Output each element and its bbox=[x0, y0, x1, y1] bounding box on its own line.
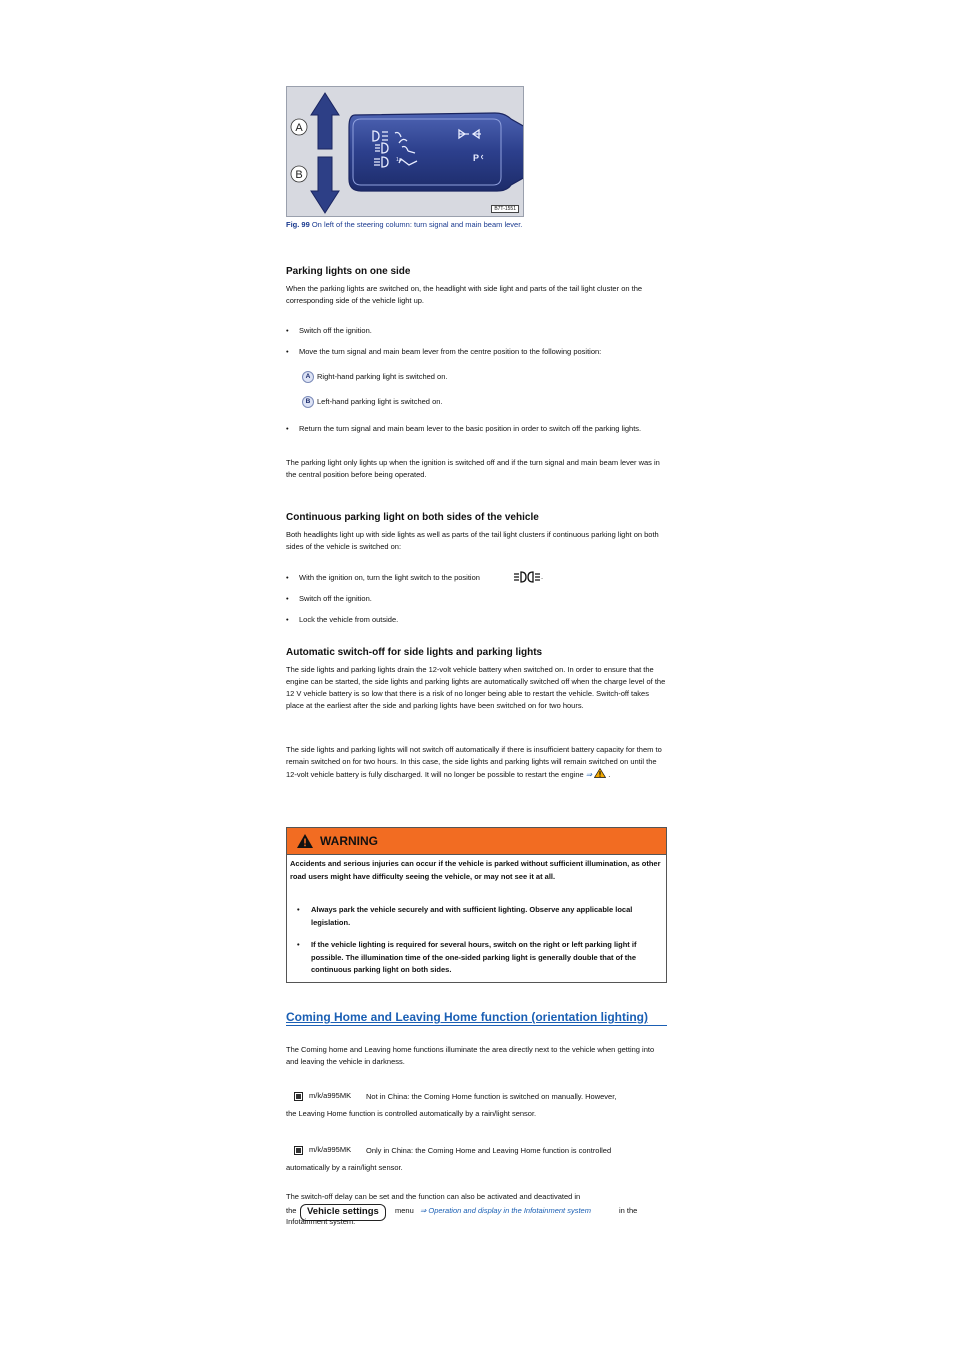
turn-signal-lever-illustration bbox=[287, 87, 524, 217]
svg-text:P: P bbox=[473, 153, 480, 163]
infotainment-link[interactable]: ⇒ Operation and display in the Infotainment system bbox=[420, 1206, 591, 1215]
option-badge-a: A bbox=[302, 371, 314, 383]
section-title-coming-home[interactable]: Coming Home and Leaving Home function (orientation lighting) bbox=[286, 1010, 667, 1026]
option-a-text: Right-hand parking light is switched on. bbox=[317, 372, 448, 381]
in-the-word: in the bbox=[619, 1206, 638, 1215]
section-title-continuous-parking: Continuous parking light on both sides of the vehicle bbox=[286, 512, 539, 523]
section3-para2: The side lights and parking lights will not switch off automatically if there is insufficient battery capacity for them to remain switched on for two hours. In this case, the side lights and parking lights will remain switched on until the 12-volt vehicle battery is fully discharged. It will no longer be possible to restart the engine ⇒ . bbox=[286, 745, 662, 779]
variant-code: m/k/a995MK bbox=[309, 1145, 352, 1154]
section-title-parking-one-side: Parking lights on one side bbox=[286, 266, 411, 277]
section3-para1: The side lights and parking lights drain the 12-volt vehicle battery when switched on. In order to ensure that the engine can be started, the side lights and parking lights are automatically switched off when the charge level of the 12 V vehicle battery is so low that there is a risk of no longer being able to restart the vehicle. Switch-off takes place at the earliest after the side and parking lights have been switched on for two hours. bbox=[286, 665, 666, 710]
figure-caption-number: Fig. 99 bbox=[286, 220, 310, 229]
variant-text: Not in China: the Coming Home function is switched on manually. However, bbox=[366, 1092, 617, 1101]
section4-intro: The Coming home and Leaving home functions illuminate the area directly next to the vehicle when getting into and leaving the vehicle in darkness. bbox=[286, 1045, 655, 1066]
variant-text: Only in China: the Coming Home and Leaving Home function is controlled bbox=[366, 1146, 612, 1155]
warning-reference-link[interactable]: ⇒ bbox=[585, 770, 593, 779]
warning-triangle-icon bbox=[594, 768, 606, 778]
menu-word: menu bbox=[395, 1206, 414, 1215]
warning-body: Accidents and serious injuries can occur if the vehicle is parked without sufficient illumination, as other road users might have difficulty seeing the vehicle, or may not see it at all. bbox=[290, 859, 661, 881]
option-badge-b: B bbox=[302, 396, 314, 408]
section4-para-end: Infotainment system: bbox=[286, 1217, 356, 1226]
parking-light-symbol-icon bbox=[513, 570, 541, 584]
the-word: the bbox=[286, 1206, 297, 1215]
figure-caption bbox=[286, 220, 522, 229]
option-b-text: Left-hand parking light is switched on. bbox=[317, 397, 443, 406]
warning-box: WARNING Accidents and serious injuries can occur if the vehicle is parked without sufficient illumination, as other road users might have difficulty seeing the vehicle, or may not see it at all. • Always park the vehicle securely and with sufficient lighting. Observe any applicable local legislation. • If the vehicle lighting is required for several hours, switch on the right or left parking light if possible. The illumination time of the one-sided parking light is generally double that of the continuous parking light on both sides. bbox=[286, 827, 667, 983]
figure-label-a: A bbox=[295, 122, 303, 134]
section4-para: The switch-off delay can be set and the function can also be activated and deactivated in bbox=[286, 1192, 581, 1201]
section2-intro: Both headlights light up with side lights as well as parts of the tail light clusters if continuous parking light on both sides of the vehicle is switched on: bbox=[286, 530, 659, 551]
section1-intro: When the parking lights are switched on, the headlight with side light and parts of the tail light cluster on the corresponding side of the vehicle light up. bbox=[286, 284, 643, 305]
figure-label-b: B bbox=[295, 169, 303, 181]
broken-image-icon bbox=[294, 1092, 303, 1101]
warning-title: WARNING bbox=[320, 834, 378, 848]
svg-text:1a: 1a bbox=[396, 157, 402, 163]
warning-header bbox=[287, 828, 666, 855]
broken-image-icon bbox=[294, 1146, 303, 1155]
variant-text-cont: automatically by a rain/light sensor. bbox=[286, 1163, 403, 1172]
warning-triangle-icon bbox=[296, 833, 314, 849]
figure-code: B7T-1551 bbox=[491, 205, 519, 213]
variant-text-cont: the Leaving Home function is controlled automatically by a rain/light sensor. bbox=[286, 1109, 537, 1118]
variant-code: m/k/a995MK bbox=[309, 1091, 352, 1100]
vehicle-settings-button[interactable]: Vehicle settings bbox=[300, 1204, 386, 1221]
section1-note: The parking light only lights up when the ignition is switched off and if the turn signal and main beam lever was in the central position before being operated. bbox=[286, 458, 660, 479]
figure-caption-text: On left of the steering column: turn signal and main beam lever. bbox=[309, 220, 523, 229]
section-title-automatic-switch-off: Automatic switch-off for side lights and parking lights bbox=[286, 647, 543, 658]
lever-figure bbox=[286, 86, 524, 217]
